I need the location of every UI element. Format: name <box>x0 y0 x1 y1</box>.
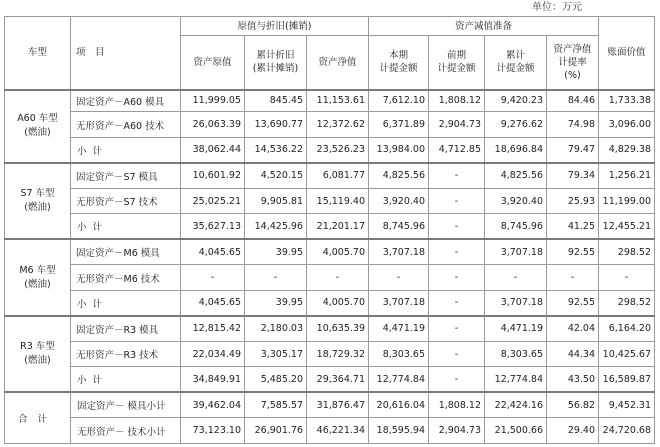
cell-book-value: 4,829.38 <box>599 137 655 163</box>
model-cell <box>5 90 71 163</box>
cell-book-value: 12,455.21 <box>599 214 655 240</box>
cell-original-value: 35,627.13 <box>181 214 245 240</box>
cell-original-value: - <box>181 265 245 291</box>
cell-net-value: 4,005.70 <box>307 290 369 316</box>
cell-net-value: 6,081.77 <box>307 163 369 189</box>
cell-net-value: 10,635.39 <box>307 316 369 342</box>
cell-prior-provision: 4,712.85 <box>429 137 485 163</box>
cell-original-value: 73,123.10 <box>181 418 245 444</box>
header-rate-line3: (%) <box>564 69 581 81</box>
header-book-value: 账面价值 <box>599 17 655 90</box>
cell-accumulated-depreciation: 14,536.22 <box>245 137 307 163</box>
table-row <box>5 341 655 367</box>
cell-net-value: 4,005.70 <box>307 239 369 265</box>
cell-item: 无形资产－M6 技术 <box>71 265 181 291</box>
cell-current-provision: 8,303.65 <box>369 341 429 367</box>
cell-cumulative-provision: - <box>485 265 547 291</box>
cell-book-value: 298.52 <box>599 239 655 265</box>
model-cell <box>5 239 71 316</box>
cell-prior-provision: - <box>429 367 485 393</box>
header-cumulative-provision <box>485 36 547 90</box>
cell-provision-rate: - <box>547 265 599 291</box>
cell-item: 无形资产－ 技术小计 <box>71 418 181 444</box>
cell-accumulated-depreciation: 2,180.03 <box>245 316 307 342</box>
total-row <box>5 418 655 444</box>
cell-accumulated-depreciation: 9,905.81 <box>245 188 307 214</box>
model-fuel-type: (燃油) <box>24 278 51 290</box>
cell-provision-rate: 42.04 <box>547 316 599 342</box>
header-group-original: 原值与折旧(摊销) <box>181 17 369 36</box>
cell-book-value: - <box>599 265 655 291</box>
cell-original-value: 12,815.42 <box>181 316 245 342</box>
cell-original-value: 4,045.65 <box>181 290 245 316</box>
cell-provision-rate: 29.40 <box>547 418 599 444</box>
subtotal-row <box>5 367 655 393</box>
cell-cumulative-provision: 8,303.65 <box>485 341 547 367</box>
cell-provision-rate: 92.55 <box>547 239 599 265</box>
cell-provision-rate: 41.25 <box>547 214 599 240</box>
cell-cumulative-provision: 22,424.16 <box>485 392 547 418</box>
cell-cumulative-provision: 3,920.40 <box>485 188 547 214</box>
cell-current-provision: 12,774.84 <box>369 367 429 393</box>
cell-prior-provision: - <box>429 163 485 189</box>
cell-cumulative-provision: 9,420.23 <box>485 90 547 112</box>
cell-book-value: 9,452.31 <box>599 392 655 418</box>
cell-subtotal-label: 小计 <box>71 290 181 316</box>
cell-net-value: 23,526.23 <box>307 137 369 163</box>
cell-provision-rate: 25.93 <box>547 188 599 214</box>
cell-prior-provision: - <box>429 290 485 316</box>
cell-current-provision: 20,616.04 <box>369 392 429 418</box>
cell-prior-provision: 1,808.12 <box>429 90 485 112</box>
model-cell <box>5 163 71 240</box>
cell-item: 固定资产－ 模具小计 <box>71 392 181 418</box>
model-name: M6 车型 <box>19 264 56 276</box>
table-row <box>5 316 655 342</box>
header-cumulative-line1: 累计 <box>506 50 526 62</box>
cell-prior-provision: - <box>429 265 485 291</box>
cell-original-value: 25,025.21 <box>181 188 245 214</box>
header-prior-line2: 计提金额 <box>437 63 476 75</box>
cell-provision-rate: 43.50 <box>547 367 599 393</box>
cell-provision-rate: 44.34 <box>547 341 599 367</box>
cell-prior-provision: - <box>429 188 485 214</box>
header-rate-line1: 资产净值 <box>553 43 592 55</box>
cell-prior-provision: - <box>429 214 485 240</box>
cell-cumulative-provision: 21,500.66 <box>485 418 547 444</box>
cell-item: 固定资产－A60 模具 <box>71 90 181 112</box>
cell-accumulated-depreciation: 7,585.57 <box>245 392 307 418</box>
cell-original-value: 26,063.39 <box>181 112 245 138</box>
cell-item: 固定资产－S7 模具 <box>71 163 181 189</box>
cell-item: 无形资产－R3 技术 <box>71 341 181 367</box>
header-accumulated-line2: (累计摊销) <box>252 63 299 75</box>
cell-item: 无形资产－A60 技术 <box>71 112 181 138</box>
cell-net-value: 15,119.40 <box>307 188 369 214</box>
header-prior-provision <box>429 36 485 90</box>
impairment-table <box>4 16 655 444</box>
cell-subtotal-label: 小计 <box>71 137 181 163</box>
table-row <box>5 239 655 265</box>
cell-book-value: 24,720.68 <box>599 418 655 444</box>
cell-subtotal-label: 小计 <box>71 214 181 240</box>
cell-net-value: 29,364.71 <box>307 367 369 393</box>
cell-accumulated-depreciation: - <box>245 265 307 291</box>
cell-original-value: 39,462.04 <box>181 392 245 418</box>
cell-current-provision: 3,920.40 <box>369 188 429 214</box>
cell-book-value: 298.52 <box>599 290 655 316</box>
cell-net-value: 12,372.62 <box>307 112 369 138</box>
model-fuel-type: (燃油) <box>24 202 51 214</box>
cell-book-value: 10,425.67 <box>599 341 655 367</box>
header-rate-line2: 计提率 <box>558 56 587 68</box>
cell-accumulated-depreciation: 845.45 <box>245 90 307 112</box>
cell-accumulated-depreciation: 3,305.17 <box>245 341 307 367</box>
header-accumulated-depreciation <box>245 36 307 90</box>
model-name: S7 车型 <box>20 188 55 200</box>
header-current-line2: 计提金额 <box>379 63 418 75</box>
cell-item: 无形资产－S7 技术 <box>71 188 181 214</box>
cell-prior-provision: - <box>429 316 485 342</box>
cell-accumulated-depreciation: 4,520.15 <box>245 163 307 189</box>
cell-cumulative-provision: 12,774.84 <box>485 367 547 393</box>
header-group-impairment: 资产减值准备 <box>369 17 599 36</box>
cell-provision-rate: 84.46 <box>547 90 599 112</box>
header-current-provision <box>369 36 429 90</box>
table-row <box>5 163 655 189</box>
cell-current-provision: 4,825.56 <box>369 163 429 189</box>
cell-accumulated-depreciation: 39.95 <box>245 290 307 316</box>
table-row <box>5 112 655 138</box>
cell-original-value: 34,849.91 <box>181 367 245 393</box>
cell-current-provision: 8,745.96 <box>369 214 429 240</box>
cell-cumulative-provision: 8,745.96 <box>485 214 547 240</box>
cell-provision-rate: 92.55 <box>547 290 599 316</box>
model-cell <box>5 316 71 393</box>
cell-net-value: 46,221.34 <box>307 418 369 444</box>
cell-provision-rate: 74.98 <box>547 112 599 138</box>
cell-accumulated-depreciation: 14,425.96 <box>245 214 307 240</box>
cell-current-provision: 3,707.18 <box>369 239 429 265</box>
table-row <box>5 90 655 112</box>
cell-accumulated-depreciation: 5,485.20 <box>245 367 307 393</box>
cell-prior-provision: - <box>429 239 485 265</box>
cell-original-value: 11,999.05 <box>181 90 245 112</box>
model-fuel-type: (燃油) <box>24 127 51 139</box>
cell-accumulated-depreciation: 39.95 <box>245 239 307 265</box>
cell-subtotal-label: 小计 <box>71 367 181 393</box>
header-current-line1: 本期 <box>389 50 409 62</box>
cell-item: 固定资产－M6 模具 <box>71 239 181 265</box>
table-row <box>5 265 655 291</box>
cell-provision-rate: 79.47 <box>547 137 599 163</box>
cell-net-value: 21,201.17 <box>307 214 369 240</box>
cell-provision-rate: 56.82 <box>547 392 599 418</box>
subtotal-row <box>5 290 655 316</box>
cell-cumulative-provision: 9,276.62 <box>485 112 547 138</box>
cell-cumulative-provision: 18,696.84 <box>485 137 547 163</box>
table-row <box>5 188 655 214</box>
cell-current-provision: 18,595.94 <box>369 418 429 444</box>
cell-current-provision: 3,707.18 <box>369 290 429 316</box>
cell-net-value: 31,876.47 <box>307 392 369 418</box>
cell-cumulative-provision: 3,707.18 <box>485 239 547 265</box>
cell-current-provision: 7,612.10 <box>369 90 429 112</box>
subtotal-row <box>5 214 655 240</box>
total-label: 合计 <box>5 392 71 443</box>
header-prior-line1: 前期 <box>447 50 467 62</box>
cell-item: 固定资产－R3 模具 <box>71 316 181 342</box>
cell-current-provision: 6,371.89 <box>369 112 429 138</box>
cell-current-provision: 4,471.19 <box>369 316 429 342</box>
model-name: R3 车型 <box>20 341 55 353</box>
total-row <box>5 392 655 418</box>
subtotal-row <box>5 137 655 163</box>
model-name: A60 车型 <box>17 113 58 125</box>
cell-provision-rate: 79.34 <box>547 163 599 189</box>
cell-cumulative-provision: 3,707.18 <box>485 290 547 316</box>
header-provision-rate <box>547 36 599 90</box>
cell-net-value: 18,729.32 <box>307 341 369 367</box>
header-net-value: 资产净值 <box>307 36 369 90</box>
cell-book-value: 3,096.00 <box>599 112 655 138</box>
cell-current-provision: - <box>369 265 429 291</box>
cell-cumulative-provision: 4,825.56 <box>485 163 547 189</box>
header-accumulated-line1: 累计折旧 <box>256 50 295 62</box>
cell-book-value: 1,256.21 <box>599 163 655 189</box>
cell-prior-provision: - <box>429 341 485 367</box>
cell-book-value: 1,733.38 <box>599 90 655 112</box>
header-original-value: 资产原值 <box>181 36 245 90</box>
header-model: 车型 <box>5 17 71 90</box>
cell-net-value: 11,153.61 <box>307 90 369 112</box>
cell-prior-provision: 1,808.12 <box>429 392 485 418</box>
cell-book-value: 6,164.20 <box>599 316 655 342</box>
model-fuel-type: (燃油) <box>24 355 51 367</box>
cell-net-value: - <box>307 265 369 291</box>
cell-original-value: 38,062.44 <box>181 137 245 163</box>
cell-original-value: 4,045.65 <box>181 239 245 265</box>
header-cumulative-line2: 计提金额 <box>496 63 535 75</box>
unit-label: 单位：万元 <box>532 2 582 13</box>
cell-original-value: 22,034.49 <box>181 341 245 367</box>
cell-original-value: 10,601.92 <box>181 163 245 189</box>
cell-accumulated-depreciation: 13,690.77 <box>245 112 307 138</box>
cell-book-value: 16,589.87 <box>599 367 655 393</box>
cell-prior-provision: 2,904.73 <box>429 112 485 138</box>
cell-cumulative-provision: 4,471.19 <box>485 316 547 342</box>
table-body <box>5 90 655 444</box>
cell-book-value: 11,199.00 <box>599 188 655 214</box>
cell-prior-provision: 2,904.73 <box>429 418 485 444</box>
cell-accumulated-depreciation: 26,901.76 <box>245 418 307 444</box>
cell-current-provision: 13,984.00 <box>369 137 429 163</box>
header-item: 项 目 <box>71 17 181 90</box>
